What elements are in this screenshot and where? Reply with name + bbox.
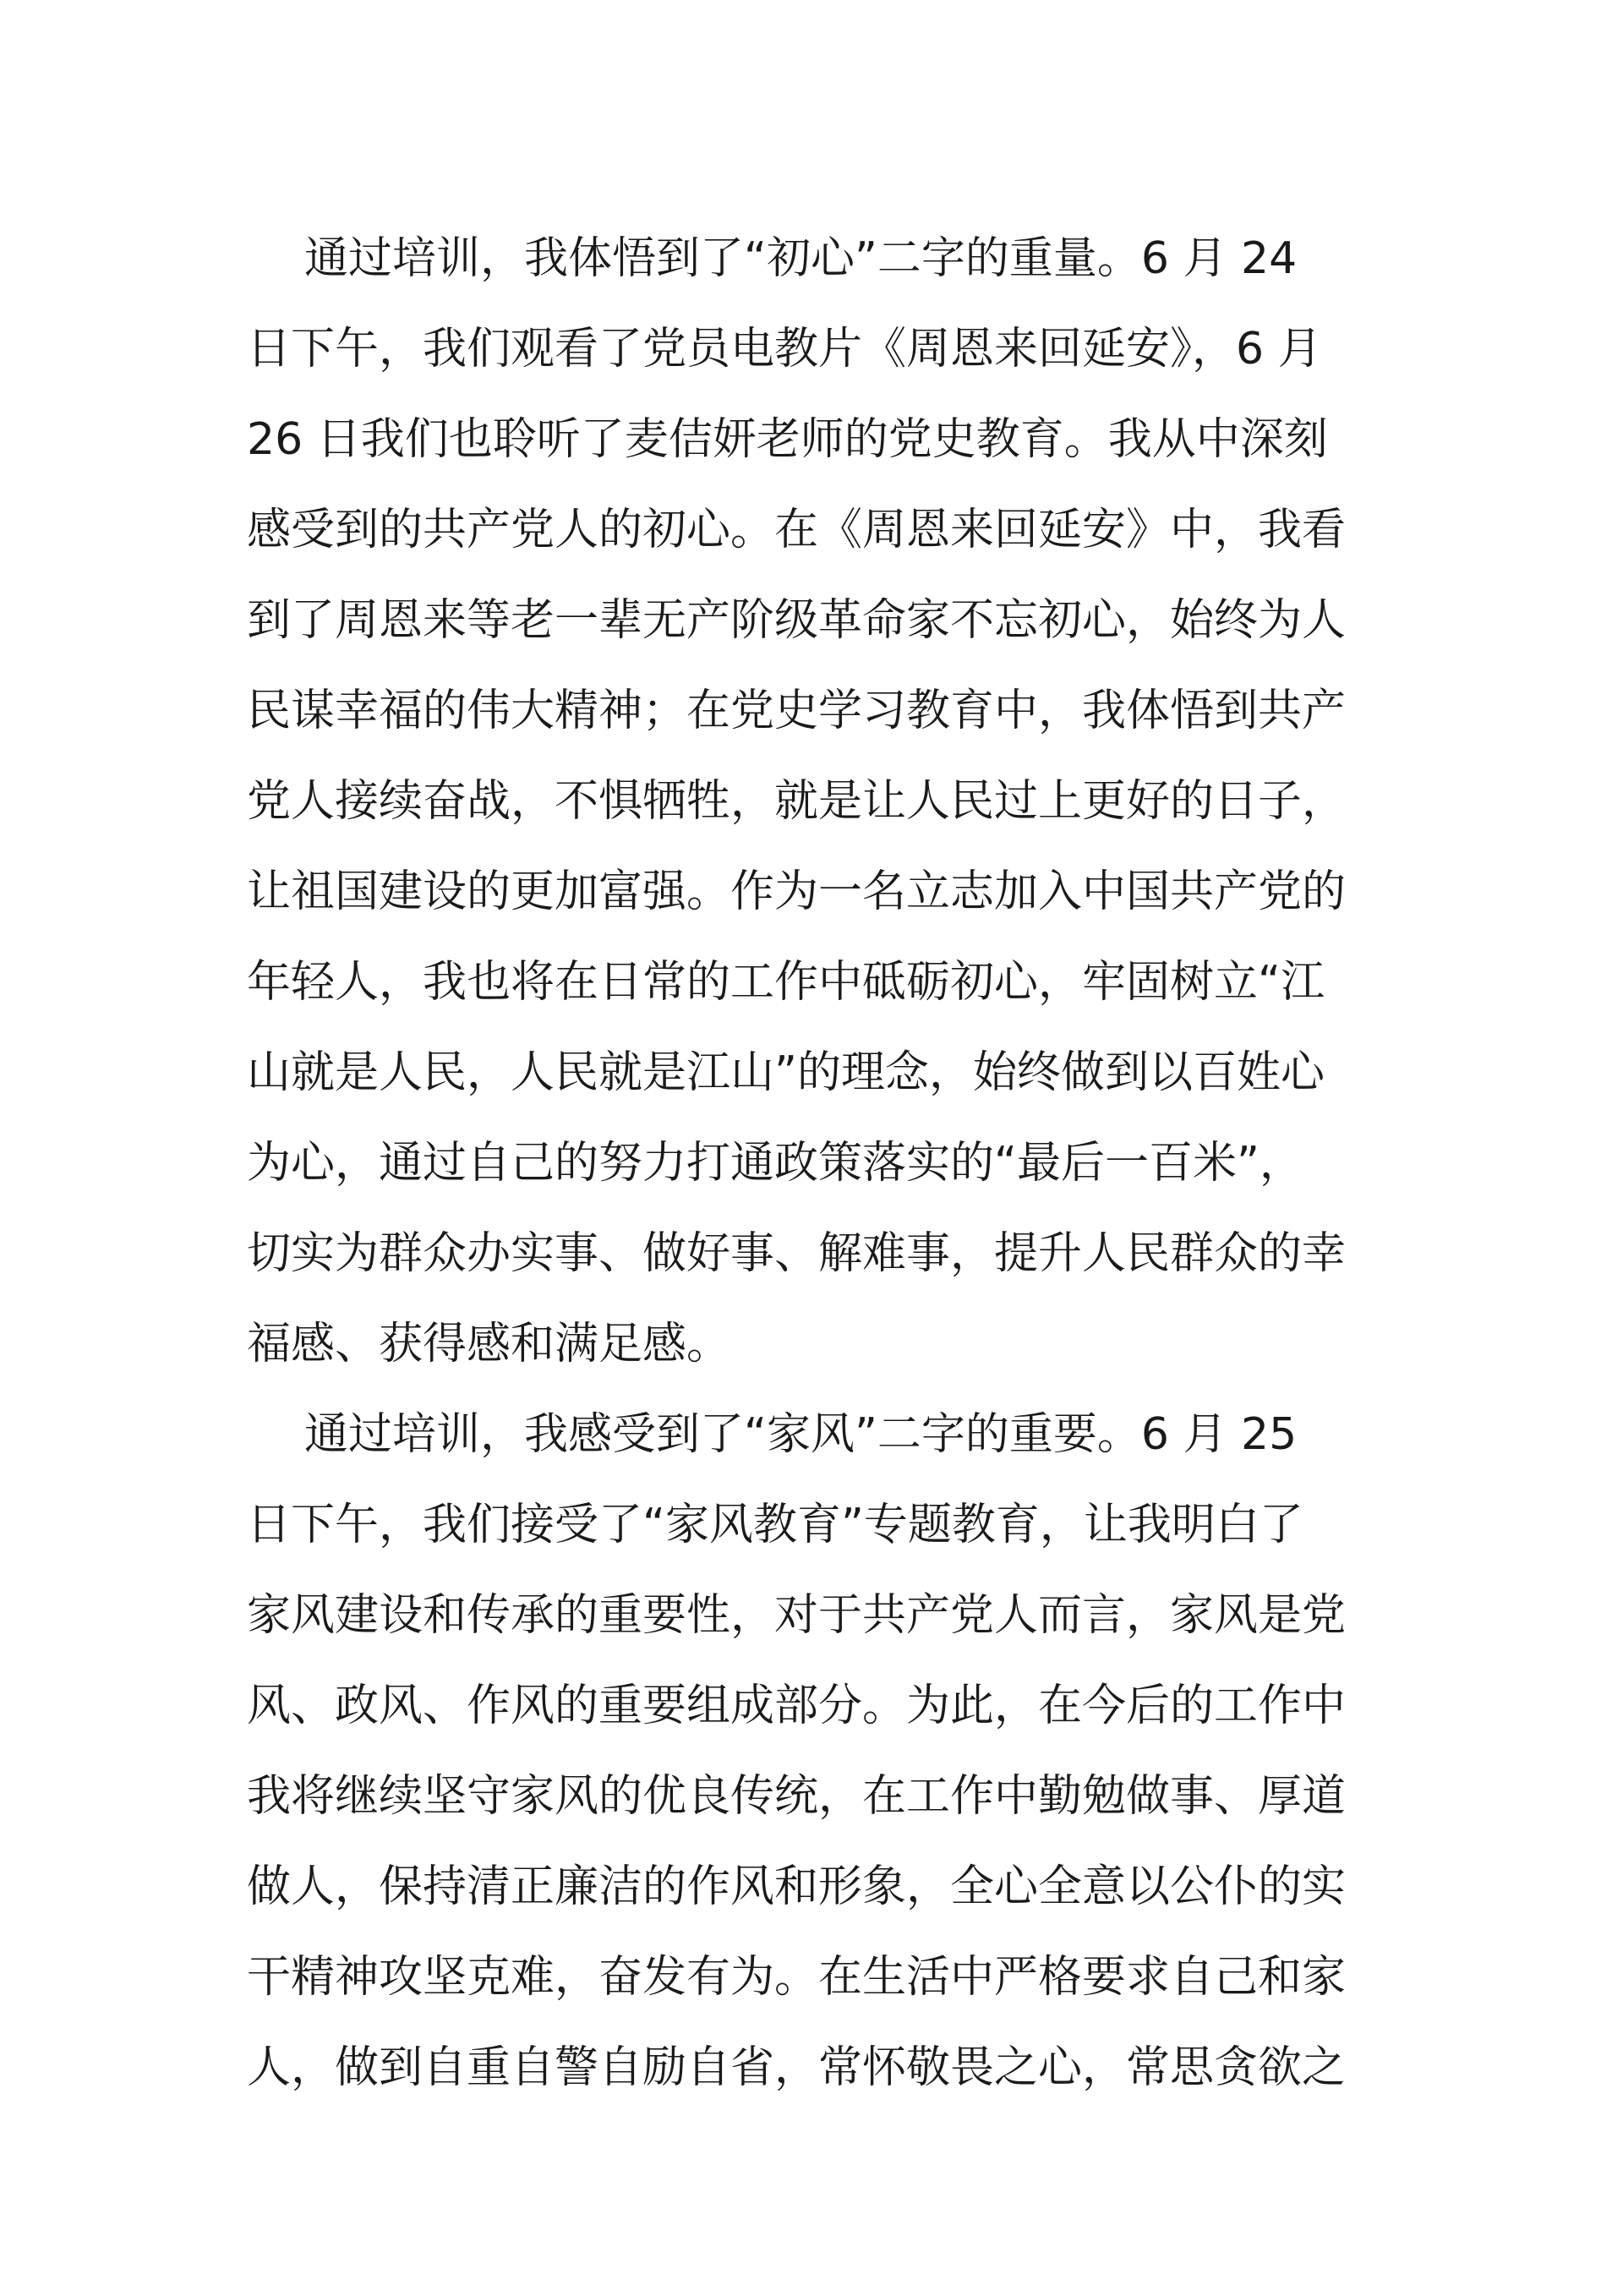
text-line: 年轻人，我也将在日常的工作中砥砺初心，牢固树立“江 bbox=[247, 957, 1325, 1008]
text-line: 日下午，我们观看了党员电教片《周恩来回延安》，6 月 bbox=[247, 324, 1322, 374]
text-line: 做人，保持清正廉洁的作风和形象，全心全意以公仆的实 bbox=[247, 1861, 1347, 1912]
text-line: 26 日我们也聆听了麦佶妍老师的党史教育。我从中深刻 bbox=[247, 414, 1328, 465]
document-body bbox=[247, 214, 1390, 2113]
text-line: 我将继续坚守家风的优良传统，在工作中勤勉做事、厚道 bbox=[247, 1771, 1347, 1822]
text-line: 家风建设和传承的重要性，对于共产党人而言，家风是党 bbox=[247, 1590, 1347, 1641]
text-line: 为心，通过自己的努力打通政策落实的“最后一百米”， bbox=[247, 1138, 1303, 1189]
text-line: 通过培训，我体悟到了“初心”二字的重量。6 月 24 bbox=[304, 233, 1298, 284]
text-line: 日下午，我们接受了“家风教育”专题教育，让我明白了 bbox=[247, 1500, 1303, 1550]
text-line: 民谋幸福的伟大精神；在党史学习教育中，我体悟到共产 bbox=[247, 686, 1347, 736]
text-line: 山就是人民，人民就是江山”的理念，始终做到以百姓心 bbox=[247, 1047, 1325, 1098]
text-line: 福感、获得感和满足感。 bbox=[247, 1319, 731, 1369]
text-line: 风、政风、作风的重要组成部分。为此，在今后的工作中 bbox=[247, 1681, 1347, 1731]
paragraph-family-tradition bbox=[247, 1390, 1390, 2113]
text-line: 切实为群众办实事、做好事、解难事，提升人民群众的幸 bbox=[247, 1228, 1347, 1279]
text-line: 感受到的共产党人的初心。在《周恩来回延安》中，我看 bbox=[247, 505, 1347, 555]
text-line: 通过培训，我感受到了“家风”二字的重要。6 月 25 bbox=[304, 1409, 1298, 1460]
text-line: 到了周恩来等老一辈无产阶级革命家不忘初心，始终为人 bbox=[247, 595, 1347, 646]
text-line: 人，做到自重自警自励自省，常怀敬畏之心，常思贪欲之 bbox=[247, 2042, 1347, 2093]
text-line: 党人接续奋战，不惧牺牲，就是让人民过上更好的日子， bbox=[247, 776, 1347, 827]
text-line: 让祖国建设的更加富强。作为一名立志加入中国共产党的 bbox=[247, 866, 1347, 917]
paragraph-initial-aspiration bbox=[247, 214, 1390, 1390]
text-line: 干精神攻坚克难，奋发有为。在生活中严格要求自己和家 bbox=[247, 1952, 1347, 2003]
